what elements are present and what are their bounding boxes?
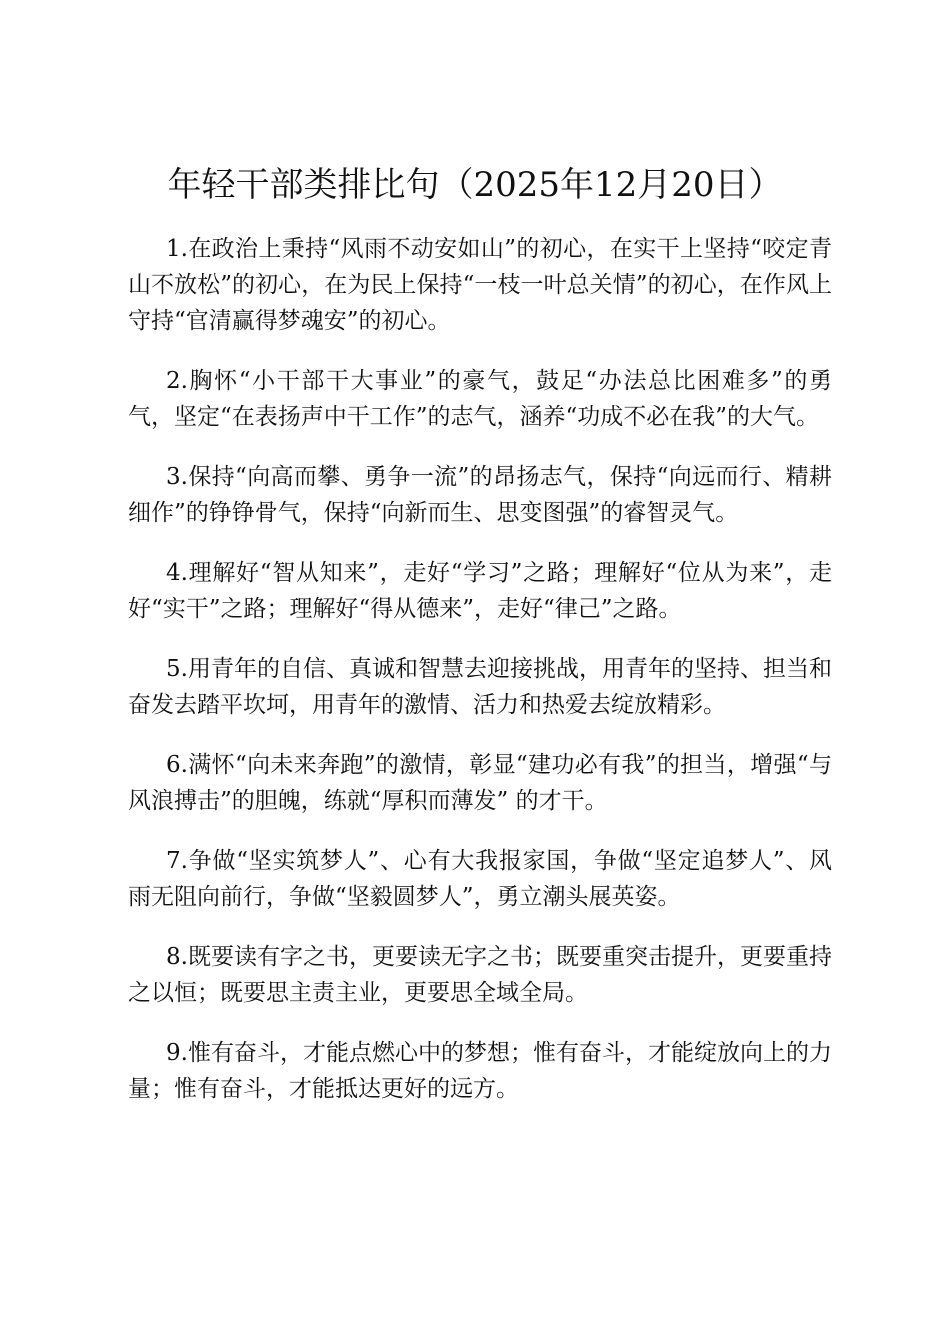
paragraph-3: 3.保持“向高而攀、勇争一流”的昂扬志气，保持“向远而行、精耕细作”的铮铮骨气，保持“向新而生、思变图强”的睿智灵气。 <box>128 464 832 526</box>
paragraph-7: 7.争做“坚实筑梦人”、心有大我报家国，争做“坚定追梦人”、风雨无阻向前行，争做“坚毅圆梦人”，勇立潮头展英姿。 <box>128 848 832 910</box>
paragraph-1: 1.在政治上秉持“风雨不动安如山”的初心，在实干上坚持“咬定青山不放松”的初心，在为民上保持“一枝一叶总关情”的初心，在作风上守持“官清赢得梦魂安”的初心。 <box>128 236 832 334</box>
paragraph-8: 8.既要读有字之书，更要读无字之书；既要重突击提升，更要重持之以恒；既要思主责主业，更要思全域全局。 <box>128 944 832 1006</box>
paragraph-2: 2.胸怀“小干部干大事业”的豪气，鼓足“办法总比困难多”的勇气，坚定“在表扬声中干工作”的志气，涵养“功成不必在我”的大气。 <box>128 368 832 430</box>
paragraph-5: 5.用青年的自信、真诚和智慧去迎接挑战，用青年的坚持、担当和奋发去踏平坎坷，用青年的激情、活力和热爱去绽放精彩。 <box>128 656 832 718</box>
document-body <box>128 231 832 1131</box>
paragraph-4: 4.理解好“智从知来”，走好“学习”之路；理解好“位从为来”，走好“实干”之路；理解好“得从德来”，走好“律己”之路。 <box>128 560 832 622</box>
document-title: 年轻干部类排比句（2025年12月20日） <box>167 165 783 205</box>
paragraph-9: 9.惟有奋斗，才能点燃心中的梦想；惟有奋斗，才能绽放向上的力量；惟有奋斗，才能抵达更好的远方。 <box>128 1040 832 1102</box>
paragraph-6: 6.满怀“向未来奔跑”的激情，彰显“建功必有我”的担当，增强“与风浪搏击”的胆魄，练就“厚积而薄发” 的才干。 <box>128 752 832 814</box>
